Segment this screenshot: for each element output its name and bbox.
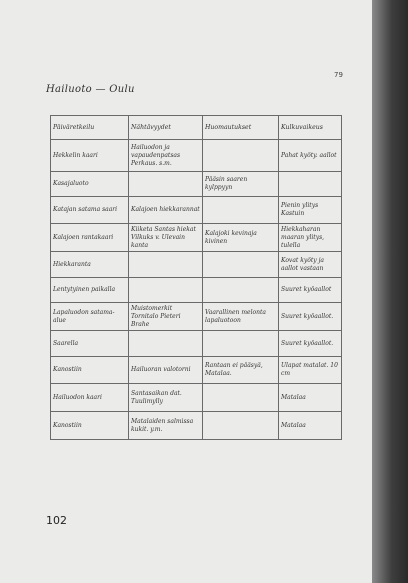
table-cell: Rantaan ei pääsyä, Matalaa.: [203, 357, 279, 384]
table-cell: [279, 172, 342, 197]
table-cell: Ulapat matalat. 10 cm: [279, 357, 342, 384]
table-cell: [129, 172, 203, 197]
table-cell: Kanostiin: [51, 357, 129, 384]
right-page-number: 79: [334, 71, 343, 79]
table-cell: [203, 252, 279, 278]
table-cell: Kalajoen hiekkarannat: [129, 197, 203, 224]
table-cell: Santasaikan dat. Tuulimylly: [129, 384, 203, 412]
table-row: [51, 278, 342, 303]
table-cell: [203, 384, 279, 412]
table-row: [51, 172, 342, 197]
table-cell: Suuret kyöaallot.: [279, 331, 342, 357]
table-cell: Suuret kyöaallot: [279, 278, 342, 303]
table-cell: [129, 278, 203, 303]
table-cell: [129, 252, 203, 278]
table-row: [51, 384, 342, 412]
book-spine-shadow: [372, 0, 408, 583]
table-row: [51, 331, 342, 357]
table-cell: [129, 331, 203, 357]
table-cell: Suuret kyöaallot.: [279, 303, 342, 331]
header-row: [51, 116, 342, 140]
table-cell: Kasajaluoto: [51, 172, 129, 197]
table-cell: [203, 278, 279, 303]
table-cell: Pääsin saaren kylppyyn: [203, 172, 279, 197]
col-header: Huomautukset: [203, 116, 279, 140]
bottom-page-number: 102: [46, 514, 67, 527]
table-cell: Hiekkaranta: [51, 252, 129, 278]
table-cell: Kalajoen rantakaari: [51, 224, 129, 252]
table-cell: Matalaiden salmissa kukit. y.m.: [129, 412, 203, 440]
table-cell: [203, 197, 279, 224]
table-cell: Matalaa: [279, 412, 342, 440]
page-heading: Hailuoto — Oulu: [46, 84, 135, 95]
table-row: [51, 252, 342, 278]
table-cell: Kalajoki kevinaja kivinen: [203, 224, 279, 252]
table-row: [51, 224, 342, 252]
table-cell: Vaarallinen melonta lapaluotoon: [203, 303, 279, 331]
table-cell: Lapaluodon satama-alue: [51, 303, 129, 331]
table-cell: Hailuodon ja vapaudenpatsas Perkaus. s.m.: [129, 140, 203, 172]
table-cell: [203, 331, 279, 357]
table-cell: Lentytyinen paikalla: [51, 278, 129, 303]
table-cell: Hekkelin kaari: [51, 140, 129, 172]
table-row: [51, 357, 342, 384]
table-cell: [203, 140, 279, 172]
table-row: [51, 412, 342, 440]
table-cell: Pienin ylitys Kastuin: [279, 197, 342, 224]
table-cell: Matalaa: [279, 384, 342, 412]
table-cell: [203, 412, 279, 440]
route-table: [50, 115, 342, 440]
col-header: Päiväretkeilu: [51, 116, 129, 140]
table-cell: Hiekkaharan maaran ylitys, tulella: [279, 224, 342, 252]
table-cell: Kiiketa Santas hiekat Vilkuks v. Ulevain kanta: [129, 224, 203, 252]
table-cell: Pahat kyöty. aallot: [279, 140, 342, 172]
table-row: [51, 140, 342, 172]
table-cell: Kanostiin: [51, 412, 129, 440]
table-cell: Kovat kyöty ja aallot vastaan: [279, 252, 342, 278]
table-row: [51, 303, 342, 331]
col-header: Nähtävyydet: [129, 116, 203, 140]
table-cell: Muistomerkit Tornitalo Pieteri Brahe: [129, 303, 203, 331]
col-header: Kulkuvaikeus: [279, 116, 342, 140]
table-cell: Hailuodon kaari: [51, 384, 129, 412]
table-cell: Saarella: [51, 331, 129, 357]
table-cell: Hailuoran valotorni: [129, 357, 203, 384]
table-row: [51, 197, 342, 224]
table-cell: Katajan satama saari: [51, 197, 129, 224]
